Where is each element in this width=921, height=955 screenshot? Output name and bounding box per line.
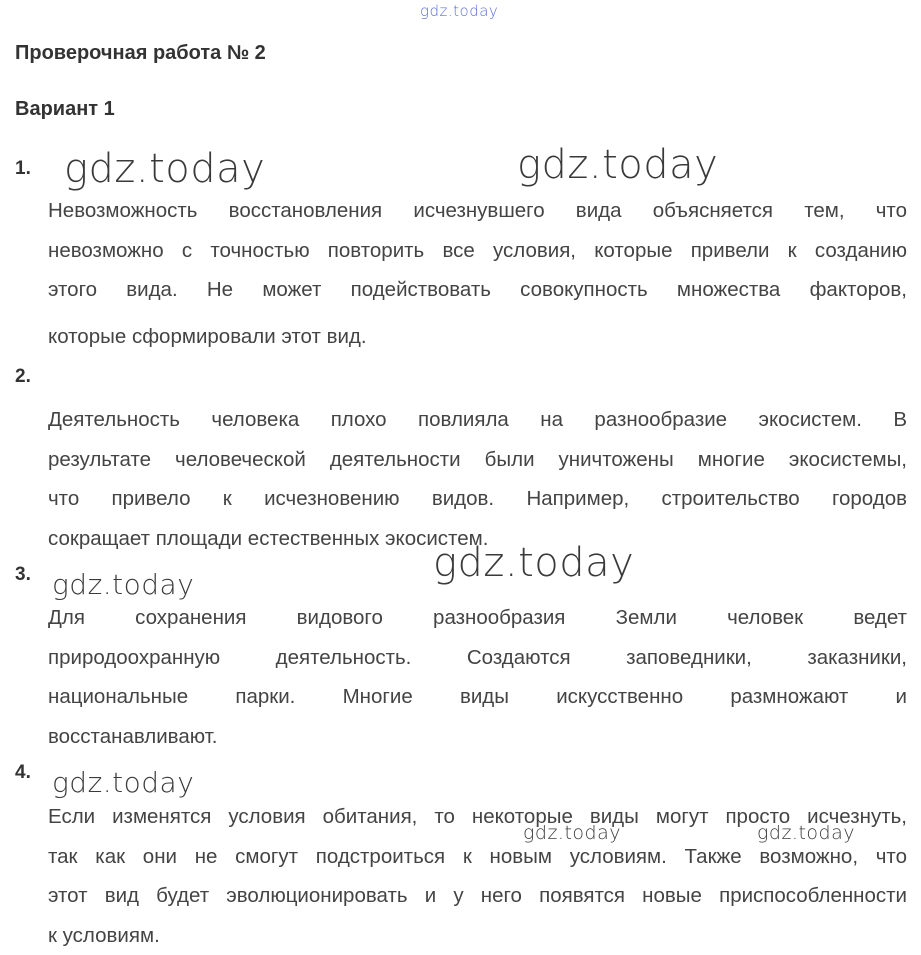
answer-2-text [48, 400, 907, 558]
answer-4-line-1: Если изменятся условия обитания, то некоторые виды могут просто исчезнуть, [48, 797, 907, 837]
answer-1-line-1: Невозможность восстановления исчезнувшего вида объясняется тем, что [48, 191, 907, 231]
page-title: Проверочная работа № 2 [15, 42, 266, 65]
answer-3-number: 3. [15, 564, 31, 586]
watermark: gdz.today [64, 146, 265, 192]
answer-4-line-3: этот вид будет эволюционировать и у него появятся новые приспособленности [48, 876, 907, 916]
site-watermark: gdz.today [420, 2, 498, 20]
answer-4-line-4: к условиям. [48, 916, 907, 955]
answer-2-line-1: Деятельность человека плохо повлияла на разнообразие экосистем. В [48, 400, 907, 440]
watermark: gdz.today [517, 142, 718, 188]
watermark: gdz.today [523, 822, 621, 844]
answer-3-line-3: национальные парки. Многие виды искусственно размножают и [48, 677, 907, 717]
answer-1-line-3: этого вида. Не может подействовать совокупность множества факторов, [48, 270, 907, 310]
watermark: gdz.today [757, 822, 855, 844]
answer-1-number: 1. [15, 158, 31, 180]
answer-4-number: 4. [15, 762, 31, 784]
answer-3-line-1: Для сохранения видового разнообразия Земли человек ведет [48, 598, 907, 638]
answer-1-line-4: которые сформировали этот вид. [48, 317, 907, 357]
answer-3-line-4: восстанавливают. [48, 717, 907, 757]
answer-4-text [48, 797, 907, 955]
answer-2-line-4: сокращает площади естественных экосистем. [48, 519, 907, 559]
answer-2-line-3: что привело к исчезновению видов. Например, строительство городов [48, 479, 907, 519]
watermark: gdz.today [52, 766, 194, 799]
answer-4-line-2: так как они не смогут подстроиться к новым условиям. Также возможно, что [48, 837, 907, 877]
answer-2-number: 2. [15, 366, 31, 388]
answer-2-line-2: результате человеческой деятельности были уничтожены многие экосистемы, [48, 440, 907, 480]
watermark: gdz.today [433, 540, 634, 586]
variant-heading: Вариант 1 [15, 98, 115, 121]
answer-1-line-2: невозможно с точностью повторить все условия, которые привели к созданию [48, 231, 907, 271]
answer-3-line-2: природоохранную деятельность. Создаются заповедники, заказники, [48, 638, 907, 678]
answer-3-text [48, 598, 907, 756]
watermark: gdz.today [52, 568, 194, 601]
answer-1-text [48, 191, 907, 356]
